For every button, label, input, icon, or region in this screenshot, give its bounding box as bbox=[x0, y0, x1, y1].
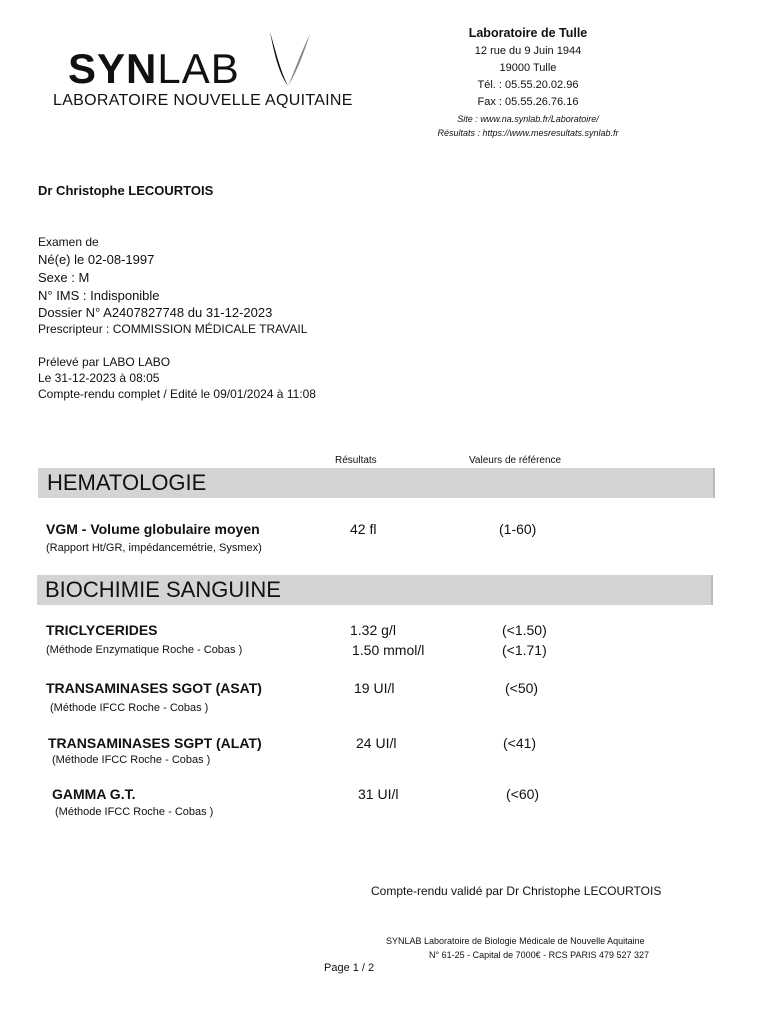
doctor-name: Dr Christophe LECOURTOIS bbox=[38, 183, 214, 198]
test-reference-alat: (<41) bbox=[503, 735, 537, 751]
page-number: Page 1 / 2 bbox=[324, 962, 375, 974]
test-method-triglycerides: (Méthode Enzymatique Roche - Cobas ) bbox=[46, 644, 243, 656]
exam-label: Examen de bbox=[38, 235, 99, 249]
column-reference: Valeurs de référence bbox=[469, 455, 562, 466]
test-reference-triglycerides-mmol: (<1.71) bbox=[502, 642, 547, 658]
test-name-vgm: VGM - Volume globulaire moyen bbox=[46, 521, 260, 537]
lab-name: Laboratoire de Tulle bbox=[468, 26, 588, 40]
test-name-asat: TRANSAMINASES SGOT (ASAT) bbox=[46, 680, 262, 696]
lab-site-link[interactable]: Site : www.na.synlab.fr/Laboratoire/ bbox=[457, 114, 599, 124]
test-name-triglycerides: TRICLYCERIDES bbox=[46, 622, 158, 638]
validated-by: Compte-rendu validé par Dr Christophe LECOURTOIS bbox=[371, 884, 662, 898]
lab-address1: 12 rue du 9 Juin 1944 bbox=[474, 45, 582, 57]
logo-brand-bold: SYN bbox=[68, 45, 158, 92]
patient-dob: Né(e) le 02-08-1997 bbox=[38, 252, 155, 267]
lab-phone: Tél. : 05.55.20.02.96 bbox=[477, 79, 579, 91]
test-value-vgm: 42 fl bbox=[350, 521, 377, 537]
lab-results-link[interactable]: Résultats : https://www.mesresultats.synlab.fr bbox=[437, 128, 619, 138]
test-name-alat: TRANSAMINASES SGPT (ALAT) bbox=[48, 735, 262, 751]
dossier-number: Dossier N° A2407827748 du 31-12-2023 bbox=[38, 305, 273, 320]
sampling-date: Le 31-12-2023 à 08:05 bbox=[38, 371, 160, 385]
synlab-leaf-mark-icon bbox=[268, 30, 312, 88]
test-method-vgm: (Rapport Ht/GR, impédancemétrie, Sysmex) bbox=[46, 542, 262, 554]
lab-address2: 19000 Tulle bbox=[499, 62, 557, 74]
patient-ims: N° IMS : Indisponible bbox=[38, 288, 160, 303]
test-method-alat: (Méthode IFCC Roche - Cobas ) bbox=[52, 754, 211, 766]
logo-wordmark bbox=[68, 45, 240, 92]
test-reference-vgm: (1-60) bbox=[499, 521, 537, 537]
logo-brand-light: LAB bbox=[157, 45, 240, 92]
footer-legal: N° 61-25 - Capital de 7000€ - RCS PARIS 479 527 327 bbox=[429, 950, 650, 960]
prescriber: Prescripteur : COMMISSION MÉDICALE TRAVAIL bbox=[38, 322, 308, 336]
test-method-ggt: (Méthode IFCC Roche - Cobas ) bbox=[55, 806, 214, 818]
test-reference-asat: (<50) bbox=[505, 680, 539, 696]
test-value-triglycerides: 1.32 g/l bbox=[350, 622, 396, 638]
report-edited: Compte-rendu complet / Edité le 09/01/2024 à 11:08 bbox=[38, 387, 316, 401]
test-name-ggt: GAMMA G.T. bbox=[52, 786, 136, 802]
test-value-triglycerides-mmol: 1.50 mmol/l bbox=[352, 642, 425, 658]
section-hematology: HEMATOLOGIE bbox=[38, 468, 715, 498]
lab-fax: Fax : 05.55.26.76.16 bbox=[477, 96, 579, 108]
test-value-ggt: 31 UI/l bbox=[358, 786, 399, 802]
test-value-asat: 19 UI/l bbox=[354, 680, 395, 696]
logo-subtitle: LABORATOIRE NOUVELLE AQUITAINE bbox=[53, 92, 353, 109]
test-reference-triglycerides: (<1.50) bbox=[502, 622, 547, 638]
sampled-by: Prélevé par LABO LABO bbox=[38, 355, 171, 369]
footer-company: SYNLAB Laboratoire de Biologie Médicale de Nouvelle Aquitaine bbox=[386, 936, 645, 946]
column-results: Résultats bbox=[335, 455, 377, 466]
test-method-asat: (Méthode IFCC Roche - Cobas ) bbox=[50, 702, 209, 714]
section-biochemistry: BIOCHIMIE SANGUINE bbox=[37, 575, 713, 605]
test-value-alat: 24 UI/l bbox=[356, 735, 397, 751]
patient-sex: Sexe : M bbox=[38, 270, 90, 285]
test-reference-ggt: (<60) bbox=[506, 786, 540, 802]
